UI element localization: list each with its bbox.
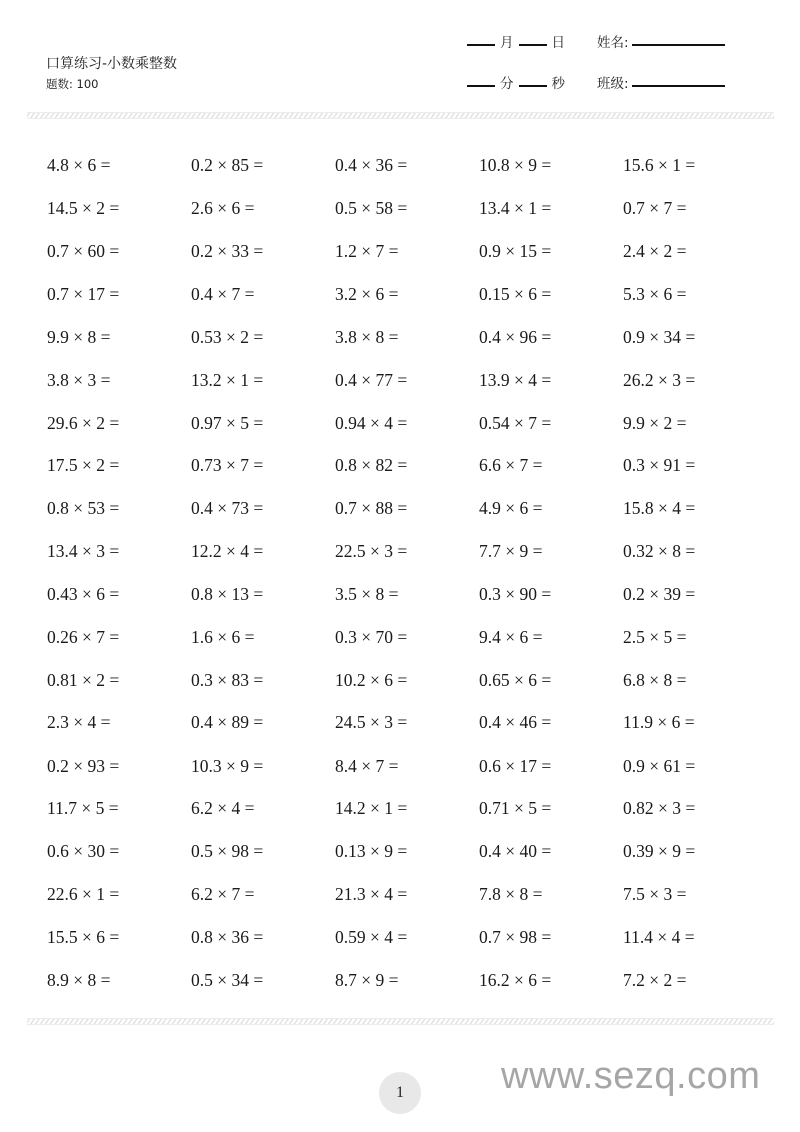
problem: 0.26 × 7 = bbox=[47, 627, 120, 647]
problem-row bbox=[47, 195, 767, 221]
problem: 0.81 × 2 = bbox=[47, 670, 120, 690]
problem: 0.71 × 5 = bbox=[479, 798, 552, 818]
problem: 8.9 × 8 = bbox=[47, 970, 111, 990]
problem-row bbox=[47, 967, 767, 993]
problem-row bbox=[47, 924, 767, 950]
problem: 0.2 × 39 = bbox=[623, 584, 696, 604]
problem: 0.5 × 34 = bbox=[191, 970, 264, 990]
problem: 0.9 × 61 = bbox=[623, 756, 696, 776]
problem-row bbox=[47, 367, 767, 393]
problem-row bbox=[47, 753, 767, 779]
problem: 0.82 × 3 = bbox=[623, 798, 696, 818]
problem: 0.4 × 73 = bbox=[191, 498, 264, 518]
problem-row bbox=[47, 281, 767, 307]
problem: 7.8 × 8 = bbox=[479, 884, 543, 904]
problem: 17.5 × 2 = bbox=[47, 455, 120, 475]
problem: 0.8 × 82 = bbox=[335, 455, 408, 475]
problem: 3.8 × 3 = bbox=[47, 370, 111, 390]
problem-row bbox=[47, 324, 767, 350]
site-watermark: www.sezq.com bbox=[501, 1055, 761, 1097]
problem: 10.8 × 9 = bbox=[479, 155, 552, 175]
problem-row bbox=[47, 709, 767, 735]
problem: 0.59 × 4 = bbox=[335, 927, 408, 947]
problem: 6.2 × 7 = bbox=[191, 884, 255, 904]
problem: 0.2 × 85 = bbox=[191, 155, 264, 175]
problem: 0.8 × 53 = bbox=[47, 498, 120, 518]
problem: 0.4 × 7 = bbox=[191, 284, 255, 304]
problem: 0.6 × 30 = bbox=[47, 841, 120, 861]
problem: 0.2 × 93 = bbox=[47, 756, 120, 776]
problem: 3.2 × 6 = bbox=[335, 284, 399, 304]
problem-row bbox=[47, 667, 767, 693]
problem: 14.2 × 1 = bbox=[335, 798, 408, 818]
problem-row bbox=[47, 538, 767, 564]
problem: 26.2 × 3 = bbox=[623, 370, 696, 390]
problem: 0.4 × 96 = bbox=[479, 327, 552, 347]
problem: 22.5 × 3 = bbox=[335, 541, 408, 561]
problem-row bbox=[47, 624, 767, 650]
problem: 4.8 × 6 = bbox=[47, 155, 111, 175]
problem: 0.97 × 5 = bbox=[191, 413, 264, 433]
problem-count: 题数: 100 bbox=[46, 77, 99, 91]
problem: 11.7 × 5 = bbox=[47, 798, 119, 818]
problem: 14.5 × 2 = bbox=[47, 198, 120, 218]
problem: 1.6 × 6 = bbox=[191, 627, 255, 647]
problem: 13.4 × 3 = bbox=[47, 541, 120, 561]
class-blank[interactable] bbox=[632, 85, 725, 87]
problem: 9.9 × 8 = bbox=[47, 327, 111, 347]
problem: 0.3 × 70 = bbox=[335, 627, 408, 647]
problem: 9.4 × 6 = bbox=[479, 627, 543, 647]
day-blank[interactable] bbox=[519, 44, 547, 46]
problem: 7.2 × 2 = bbox=[623, 970, 687, 990]
problem: 0.4 × 89 = bbox=[191, 712, 264, 732]
problem: 0.13 × 9 = bbox=[335, 841, 408, 861]
problem: 15.6 × 1 = bbox=[623, 155, 696, 175]
problem: 7.5 × 3 = bbox=[623, 884, 687, 904]
problem: 0.9 × 34 = bbox=[623, 327, 696, 347]
problem: 0.5 × 98 = bbox=[191, 841, 264, 861]
month-label: 月 bbox=[500, 35, 514, 51]
problem: 3.5 × 8 = bbox=[335, 584, 399, 604]
problem-row bbox=[47, 152, 767, 178]
name-label: 姓名: bbox=[597, 35, 629, 51]
problem: 10.2 × 6 = bbox=[335, 670, 408, 690]
problem: 4.9 × 6 = bbox=[479, 498, 543, 518]
problem: 0.3 × 91 = bbox=[623, 455, 696, 475]
problem-row bbox=[47, 410, 767, 436]
problem: 0.7 × 17 = bbox=[47, 284, 120, 304]
problem: 13.9 × 4 = bbox=[479, 370, 552, 390]
problem: 0.7 × 88 = bbox=[335, 498, 408, 518]
problem-row bbox=[47, 838, 767, 864]
problem-row bbox=[47, 581, 767, 607]
problem: 15.5 × 6 = bbox=[47, 927, 120, 947]
problem: 6.2 × 4 = bbox=[191, 798, 255, 818]
problem: 0.94 × 4 = bbox=[335, 413, 408, 433]
problem-row bbox=[47, 881, 767, 907]
problem: 2.6 × 6 = bbox=[191, 198, 255, 218]
page-number-badge: 1 bbox=[379, 1072, 421, 1114]
problem: 0.4 × 46 = bbox=[479, 712, 552, 732]
month-blank[interactable] bbox=[467, 44, 495, 46]
problem: 2.3 × 4 = bbox=[47, 712, 111, 732]
problem: 0.9 × 15 = bbox=[479, 241, 552, 261]
second-label: 秒 bbox=[551, 76, 565, 92]
problem: 9.9 × 2 = bbox=[623, 413, 687, 433]
problem: 0.4 × 36 = bbox=[335, 155, 408, 175]
problem-row bbox=[47, 452, 767, 478]
second-blank[interactable] bbox=[519, 85, 547, 87]
problem: 13.2 × 1 = bbox=[191, 370, 264, 390]
problem-row bbox=[47, 795, 767, 821]
problem: 0.5 × 58 = bbox=[335, 198, 408, 218]
problem: 21.3 × 4 = bbox=[335, 884, 408, 904]
problem: 29.6 × 2 = bbox=[47, 413, 120, 433]
problem: 0.2 × 33 = bbox=[191, 241, 264, 261]
problem: 5.3 × 6 = bbox=[623, 284, 687, 304]
problem: 1.2 × 7 = bbox=[335, 241, 399, 261]
time-row bbox=[467, 71, 725, 93]
problem: 0.53 × 2 = bbox=[191, 327, 264, 347]
problem: 0.7 × 98 = bbox=[479, 927, 552, 947]
worksheet-title: 口算练习-小数乘整数 bbox=[46, 56, 178, 72]
problem: 6.8 × 8 = bbox=[623, 670, 687, 690]
problem: 13.4 × 1 = bbox=[479, 198, 552, 218]
problem: 0.54 × 7 = bbox=[479, 413, 552, 433]
problem: 0.4 × 40 = bbox=[479, 841, 552, 861]
problem: 0.7 × 7 = bbox=[623, 198, 687, 218]
problem: 0.15 × 6 = bbox=[479, 284, 552, 304]
problem: 3.8 × 8 = bbox=[335, 327, 399, 347]
problem: 0.32 × 8 = bbox=[623, 541, 696, 561]
problem: 0.6 × 17 = bbox=[479, 756, 552, 776]
problem: 2.5 × 5 = bbox=[623, 627, 687, 647]
problem: 0.3 × 83 = bbox=[191, 670, 264, 690]
problem: 15.8 × 4 = bbox=[623, 498, 696, 518]
problem: 22.6 × 1 = bbox=[47, 884, 120, 904]
top-hatched-divider bbox=[27, 112, 774, 119]
minute-label: 分 bbox=[500, 76, 514, 92]
problem: 11.9 × 6 = bbox=[623, 712, 695, 732]
problem: 0.8 × 13 = bbox=[191, 584, 264, 604]
class-label: 班级: bbox=[597, 76, 629, 92]
problem: 0.73 × 7 = bbox=[191, 455, 264, 475]
worksheet-header bbox=[46, 55, 177, 92]
problem: 10.3 × 9 = bbox=[191, 756, 264, 776]
problem-row bbox=[47, 238, 767, 264]
problem: 0.43 × 6 = bbox=[47, 584, 120, 604]
problem-row bbox=[47, 495, 767, 521]
problem: 0.3 × 90 = bbox=[479, 584, 552, 604]
problem: 2.4 × 2 = bbox=[623, 241, 687, 261]
problem: 0.7 × 60 = bbox=[47, 241, 120, 261]
problem: 8.4 × 7 = bbox=[335, 756, 399, 776]
date-row bbox=[467, 30, 725, 52]
problem: 8.7 × 9 = bbox=[335, 970, 399, 990]
problem: 16.2 × 6 = bbox=[479, 970, 552, 990]
problem: 0.39 × 9 = bbox=[623, 841, 696, 861]
name-blank[interactable] bbox=[632, 44, 725, 46]
problem: 6.6 × 7 = bbox=[479, 455, 543, 475]
problem: 7.7 × 9 = bbox=[479, 541, 543, 561]
problem: 0.8 × 36 = bbox=[191, 927, 264, 947]
problem: 11.4 × 4 = bbox=[623, 927, 695, 947]
bottom-hatched-divider bbox=[27, 1018, 774, 1025]
day-label: 日 bbox=[551, 35, 565, 51]
problem: 0.4 × 77 = bbox=[335, 370, 408, 390]
problem: 24.5 × 3 = bbox=[335, 712, 408, 732]
problem: 0.65 × 6 = bbox=[479, 670, 552, 690]
minute-blank[interactable] bbox=[467, 85, 495, 87]
problem: 12.2 × 4 = bbox=[191, 541, 264, 561]
